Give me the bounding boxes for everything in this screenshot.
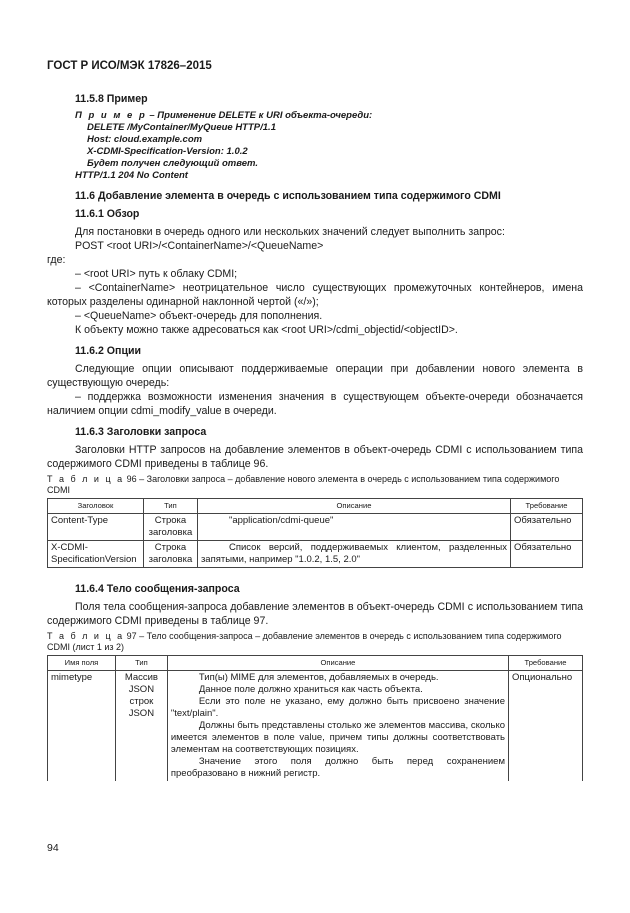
list-item: – <root URI> путь к облаку CDMI; xyxy=(75,268,238,280)
cell-type: Массив JSON строк JSON xyxy=(115,671,167,782)
list-item: – <QueueName> объект-очередь для пополнения. xyxy=(75,310,323,322)
table-row xyxy=(48,514,583,541)
section-title-11-5-8: 11.5.8 Пример xyxy=(75,93,148,105)
column-header: Заголовок xyxy=(48,499,144,514)
example-line: DELETE /MyContainer/MyQueue HTTP/1.1 xyxy=(87,122,276,133)
table-header-row xyxy=(48,499,583,514)
cell-type: Строка заголовка xyxy=(143,514,197,541)
section-title-11-6-4: 11.6.4 Тело сообщения-запроса xyxy=(75,583,240,595)
paragraph: Для постановки в очередь одного или нескольких значений следует выполнить запрос: xyxy=(75,226,505,238)
table-96-caption: Т а б л и ц а 96 – Заголовки запроса – добавление нового элемента в очередь с использованием типа содержимого CDMI xyxy=(47,474,560,495)
table-header-row xyxy=(48,656,583,671)
table-97 xyxy=(47,655,583,781)
paragraph: Поля тела сообщения-запроса добавление элементов в объект-очередь CDMI с использованием типа содержимого CDMI приведены в таблице 97. xyxy=(47,601,583,627)
example-block xyxy=(75,110,583,182)
table-row xyxy=(48,541,583,568)
section-title-11-6-2: 11.6.2 Опции xyxy=(75,345,141,357)
column-header: Требование xyxy=(509,656,583,671)
example-line: X-CDMI-Specification-Version: 1.0.2 xyxy=(87,146,248,157)
column-header: Требование xyxy=(511,499,583,514)
cell-requirement: Обязательно xyxy=(511,514,583,541)
table-row xyxy=(48,671,583,782)
cell-field: X-CDMI-SpecificationVersion xyxy=(48,541,144,568)
paragraph: Следующие опции описывают поддерживаемые операции при добавлении нового элемента в существующую очередь: xyxy=(47,363,583,389)
column-header: Имя поля xyxy=(48,656,116,671)
example-intro: П р и м е р – Применение DELETE к URI объекта-очереди: xyxy=(75,110,373,121)
cell-type: Строка заголовка xyxy=(143,541,197,568)
column-header: Тип xyxy=(143,499,197,514)
column-header: Описание xyxy=(197,499,510,514)
cell-description: "application/cdmi-queue" xyxy=(197,514,510,541)
section-title-11-6: 11.6 Добавление элемента в очередь с использованием типа содержимого CDMI xyxy=(75,190,501,202)
example-line: Будет получен следующий ответ. xyxy=(87,158,258,169)
document-header: ГОСТ Р ИСО/МЭК 17826–2015 xyxy=(47,60,212,72)
page-number: 94 xyxy=(47,842,59,854)
table-96 xyxy=(47,498,583,568)
example-response: HTTP/1.1 204 No Content xyxy=(75,170,188,181)
cell-field: mimetype xyxy=(48,671,116,782)
section-title-11-6-1: 11.6.1 Обзор xyxy=(75,208,140,220)
paragraph: Заголовки HTTP запросов на добавление элементов в объект-очередь CDMI с использованием типа содержимого CDMI приведены в таблице 96. xyxy=(47,444,583,470)
list-item: – поддержка возможности изменения значения в существующем объекте-очереди обозначается наличием опции cdmi_modify_value в очереди. xyxy=(47,391,583,417)
example-line: Host: cloud.example.com xyxy=(87,134,203,145)
where-label: где: xyxy=(47,254,66,266)
cell-description: Тип(ы) MIME для элементов, добавляемых в очередь. Данное поле должно храниться как часть объекта. Если это поле не указано, ему должно быть присвоено значение "text/plain". Должны быть представлены столько же элементов массива, сколько имеется элементов в поле value, причем типы должны соответствовать элементам на соответствующих позициях. Значение этого поля должно быть перед сохранением преобразовано в нижний регистр. xyxy=(167,671,508,782)
section-title-11-6-3: 11.6.3 Заголовки запроса xyxy=(75,426,207,438)
request-line: POST <root URI>/<ContainerName>/<QueueName> xyxy=(75,240,324,252)
cell-description: Список версий, поддерживаемых клиентом, разделенных запятыми, например "1.0.2, 1.5, 2.0" xyxy=(197,541,510,568)
page-content xyxy=(47,92,583,781)
paragraph: К объекту можно также адресоваться как <root URI>/cdmi_objectid/<objectID>. xyxy=(75,324,458,336)
cell-field: Content-Type xyxy=(48,514,144,541)
column-header: Описание xyxy=(167,656,508,671)
cell-requirement: Обязательно xyxy=(511,541,583,568)
cell-requirement: Опционально xyxy=(509,671,583,782)
list-item: – <ContainerName> неотрицательное число существующих промежуточных контейнеров, имена которых разделены одинарной наклонной чертой («/»); xyxy=(47,282,583,308)
column-header: Тип xyxy=(115,656,167,671)
table-97-caption: Т а б л и ц а 97 – Тело сообщения-запроса – добавление элементов в очередь с использованием типа содержимого CDMI (лист 1 из 2) xyxy=(47,631,562,652)
